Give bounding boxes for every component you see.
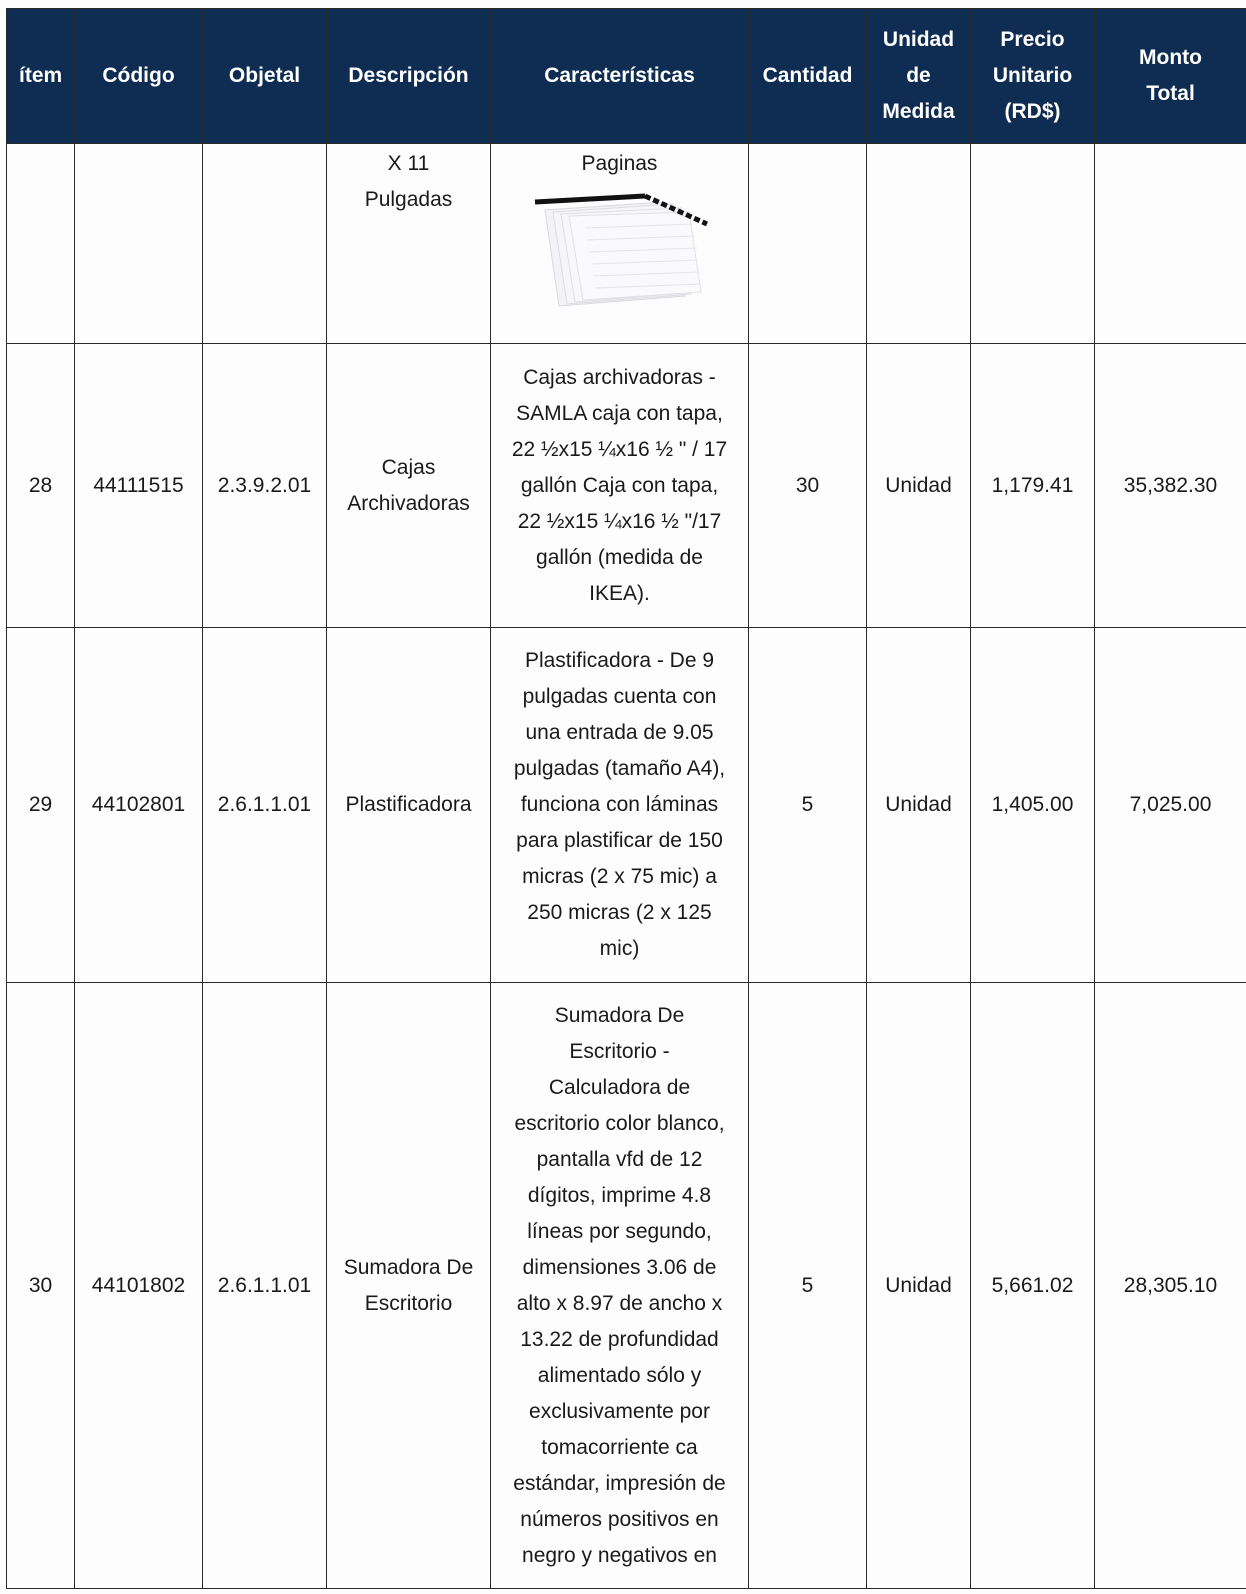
cell-descripcion: [327, 144, 491, 344]
char-line: alimentado sólo y: [537, 1363, 702, 1387]
descripcion-line2: Archivadoras: [347, 491, 470, 515]
cell-objetal: 2.6.1.1.01: [203, 628, 327, 983]
cell-item: [7, 144, 75, 344]
cell-descripcion: [327, 983, 491, 1589]
char-line: dimensiones 3.06 de: [522, 1255, 717, 1279]
header-monto-line1: Monto: [1139, 46, 1202, 69]
char-line: estándar, impresión de: [513, 1471, 726, 1495]
descripcion-line2: Escritorio: [364, 1291, 453, 1315]
char-line: 13.22 de profundidad: [520, 1327, 719, 1351]
char-line: una entrada de 9.05: [525, 721, 714, 744]
caracteristicas-text: Paginas: [581, 152, 658, 175]
header-objetal: Objetal: [203, 9, 327, 144]
char-line: 22 ½x15 ¼x16 ½ " / 17: [511, 437, 728, 461]
header-monto-total: [1095, 9, 1246, 144]
cell-unidad: Unidad: [867, 628, 971, 983]
char-line: gallón Caja con tapa,: [520, 473, 719, 497]
cell-precio: 1,179.41: [971, 344, 1095, 628]
cell-unidad: Unidad: [867, 983, 971, 1589]
cell-objetal: [203, 144, 327, 344]
table-row: [7, 344, 1246, 628]
char-line: alto x 8.97 de ancho x: [516, 1291, 723, 1315]
header-descripcion: Descripción: [327, 9, 491, 144]
cell-caracteristicas: [491, 983, 749, 1589]
cell-objetal: 2.6.1.1.01: [203, 983, 327, 1589]
header-unidad-line2: de: [906, 64, 931, 87]
header-precio-unitario: [971, 9, 1095, 144]
char-line: funciona con láminas: [520, 793, 719, 816]
char-line: Calculadora de: [548, 1075, 691, 1099]
char-line: IKEA).: [589, 581, 650, 605]
char-line: Plastificadora - De 9: [524, 649, 715, 672]
cell-item: 29: [7, 628, 75, 983]
cell-unidad: Unidad: [867, 344, 971, 628]
header-precio-line3: (RD$): [1004, 100, 1061, 123]
char-line: mic): [599, 937, 640, 960]
char-line: pantalla vfd de 12: [536, 1147, 703, 1171]
header-monto-line2: Total: [1146, 82, 1195, 105]
char-line: Cajas archivadoras -: [523, 365, 716, 389]
char-line: números positivos en: [520, 1507, 719, 1531]
descripcion-line1: Cajas: [381, 455, 436, 479]
cell-unidad: [867, 144, 971, 344]
char-line: líneas por segundo,: [527, 1219, 712, 1243]
cell-item: 30: [7, 983, 75, 1589]
cell-cantidad: 30: [749, 344, 867, 628]
char-line: escritorio color blanco,: [514, 1111, 725, 1135]
table-row: [7, 628, 1246, 983]
cell-codigo: [75, 144, 203, 344]
char-line: pulgadas cuenta con: [522, 685, 717, 708]
header-item: ítem: [7, 9, 75, 144]
header-row: [7, 9, 1246, 144]
table-header: [7, 9, 1246, 144]
char-line: pulgadas (tamaño A4),: [513, 757, 726, 780]
cell-precio: 1,405.00: [971, 628, 1095, 983]
cell-cantidad: 5: [749, 983, 867, 1589]
notepad-pages-icon: [525, 188, 715, 312]
cell-caracteristicas: [491, 144, 749, 344]
header-unidad-line1: Unidad: [882, 28, 955, 51]
header-unidad-medida: [867, 9, 971, 144]
items-table: [6, 8, 1246, 1589]
char-line: gallón (medida de: [536, 545, 703, 569]
header-caracteristicas: Características: [491, 9, 749, 144]
cell-cantidad: 5: [749, 628, 867, 983]
cell-caracteristicas: [491, 344, 749, 628]
char-line: tomacorriente ca: [541, 1435, 698, 1459]
cell-codigo: 44111515: [75, 344, 203, 628]
cell-objetal: 2.3.9.2.01: [203, 344, 327, 628]
header-cantidad: Cantidad: [749, 9, 867, 144]
header-unidad-line3: Medida: [882, 100, 955, 123]
char-line: negro y negativos en: [522, 1543, 717, 1567]
cell-monto: [1095, 144, 1246, 344]
descripcion-line2: Pulgadas: [364, 188, 453, 211]
char-line: dígitos, imprime 4.8: [527, 1183, 712, 1207]
descripcion-line1: Plastificadora: [345, 793, 472, 816]
cell-descripcion: [327, 344, 491, 628]
cell-precio: [971, 144, 1095, 344]
cell-cantidad: [749, 144, 867, 344]
cell-caracteristicas: [491, 628, 749, 983]
cell-precio: 5,661.02: [971, 983, 1095, 1589]
char-line: 250 micras (2 x 125: [527, 901, 712, 924]
paper-stack: [535, 196, 707, 306]
char-line: exclusivamente por: [529, 1399, 710, 1423]
table-row: [7, 983, 1246, 1589]
char-line: micras (2 x 75 mic) a: [522, 865, 717, 888]
header-precio-line2: Unitario: [992, 64, 1073, 87]
header-codigo: Código: [75, 9, 203, 144]
char-line: SAMLA caja con tapa,: [516, 401, 723, 425]
header-precio-line1: Precio: [1000, 28, 1065, 51]
char-line: para plastificar de 150: [516, 829, 723, 852]
cell-codigo: 44102801: [75, 628, 203, 983]
char-line: Sumadora De: [554, 1003, 685, 1027]
cell-descripcion: [327, 628, 491, 983]
table-row-continued: [7, 144, 1246, 344]
descripcion-line1: X 11: [387, 152, 430, 175]
char-line: Escritorio -: [569, 1039, 670, 1063]
cell-monto: 35,382.30: [1095, 344, 1246, 628]
cell-monto: 28,305.10: [1095, 983, 1246, 1589]
table-body: [7, 144, 1246, 1589]
cell-codigo: 44101802: [75, 983, 203, 1589]
char-line: 22 ½x15 ¼x16 ½ "/17: [517, 509, 722, 533]
descripcion-line1: Sumadora De: [343, 1255, 474, 1279]
cell-item: 28: [7, 344, 75, 628]
cell-monto: 7,025.00: [1095, 628, 1246, 983]
